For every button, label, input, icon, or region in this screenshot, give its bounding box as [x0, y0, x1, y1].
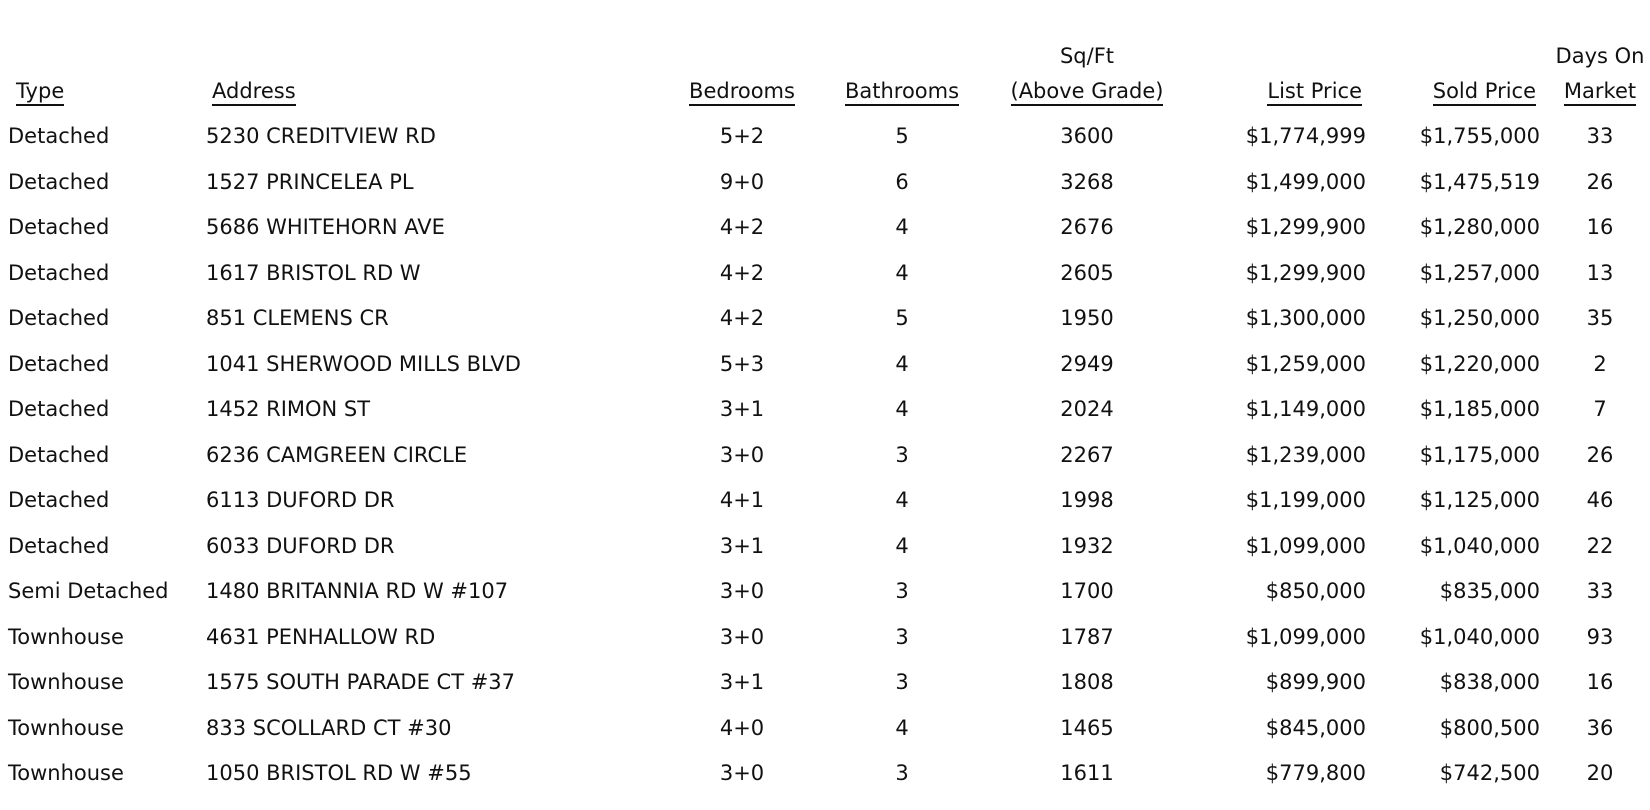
table-row	[8, 251, 1650, 297]
cell-bathrooms: 4	[895, 215, 909, 239]
cell-bedrooms: 3+1	[719, 533, 765, 558]
table-row	[8, 342, 1650, 388]
cell-type: Detached	[8, 488, 110, 512]
cell-type: Townhouse	[8, 624, 124, 649]
cell-days-on-market: 2	[1593, 351, 1607, 376]
cell-address: 1575 SOUTH PARADE CT #37	[206, 670, 516, 694]
cell-bathrooms: 4	[895, 488, 909, 512]
cell-sqft: 2024	[1060, 397, 1114, 421]
cell-days-on-market: 26	[1586, 169, 1614, 194]
cell-bathrooms: 3	[895, 442, 909, 467]
column-header-sold-price-label: Sold Price	[1433, 79, 1536, 107]
cell-bathrooms: 3	[895, 579, 909, 603]
cell-list-price: $1,099,000	[1245, 624, 1366, 649]
cell-list-price: $1,199,000	[1245, 488, 1366, 512]
cell-sold-price: $1,257,000	[1419, 260, 1540, 285]
cell-address: 1041 SHERWOOD MILLS BLVD	[206, 351, 521, 376]
cell-list-price: $1,149,000	[1245, 397, 1366, 421]
cell-bedrooms: 3+1	[719, 670, 765, 694]
cell-list-price: $779,800	[1265, 761, 1366, 785]
cell-bedrooms: 4+1	[719, 488, 765, 512]
cell-bathrooms: 3	[895, 761, 909, 785]
cell-sqft: 1998	[1060, 488, 1114, 512]
cell-address: 1480 BRITANNIA RD W #107	[206, 579, 509, 603]
cell-type: Townhouse	[8, 761, 124, 785]
table-row	[8, 478, 1650, 524]
cell-type: Townhouse	[8, 670, 124, 694]
cell-list-price: $1,300,000	[1245, 306, 1366, 330]
cell-sold-price: $1,755,000	[1419, 124, 1540, 148]
table-header-row	[8, 6, 1650, 114]
cell-address: 1617 BRISTOL RD W	[206, 260, 421, 285]
cell-address: 5230 CREDITVIEW RD	[206, 124, 436, 148]
cell-bathrooms: 4	[895, 260, 909, 285]
column-header-bathrooms	[822, 6, 982, 114]
cell-sqft: 1611	[1060, 761, 1114, 785]
table-row	[8, 296, 1650, 342]
column-header-sqft	[982, 6, 1192, 114]
table-row	[8, 205, 1650, 251]
cell-days-on-market: 33	[1586, 579, 1614, 603]
cell-address: 1452 RIMON ST	[206, 397, 371, 421]
cell-list-price: $1,774,999	[1245, 124, 1366, 148]
column-header-days-on-market-top: Days On	[1555, 43, 1645, 68]
cell-list-price: $1,299,900	[1245, 215, 1366, 239]
cell-sold-price: $1,040,000	[1419, 624, 1540, 649]
property-listings-table	[8, 6, 1650, 797]
table-row	[8, 114, 1650, 160]
cell-sqft: 1465	[1060, 715, 1114, 740]
column-header-list-price-label: List Price	[1267, 79, 1362, 107]
cell-bedrooms: 4+0	[719, 715, 765, 740]
cell-days-on-market: 16	[1586, 670, 1614, 694]
cell-type: Townhouse	[8, 715, 124, 740]
table-row	[8, 569, 1650, 615]
cell-type: Detached	[8, 306, 110, 330]
table-row	[8, 615, 1650, 661]
column-header-type-label: Type	[16, 79, 64, 107]
cell-sold-price: $838,000	[1439, 670, 1540, 694]
cell-sqft: 2605	[1060, 260, 1114, 285]
cell-sqft: 3268	[1060, 169, 1114, 194]
cell-bedrooms: 5+3	[719, 351, 765, 376]
cell-type: Detached	[8, 351, 110, 376]
cell-days-on-market: 13	[1586, 260, 1614, 285]
column-header-type	[8, 6, 206, 114]
table-row	[8, 660, 1650, 706]
table-row	[8, 433, 1650, 479]
cell-bedrooms: 3+0	[719, 579, 765, 603]
cell-type: Detached	[8, 124, 110, 148]
cell-sold-price: $1,280,000	[1419, 215, 1540, 239]
cell-sold-price: $835,000	[1439, 579, 1540, 603]
table-row	[8, 751, 1650, 797]
cell-sold-price: $1,125,000	[1419, 488, 1540, 512]
cell-type: Detached	[8, 533, 110, 558]
cell-bathrooms: 4	[895, 397, 909, 421]
cell-bathrooms: 3	[895, 670, 909, 694]
cell-sqft: 2676	[1060, 215, 1114, 239]
column-header-bedrooms	[662, 6, 822, 114]
cell-address: 6033 DUFORD DR	[206, 533, 395, 558]
cell-address: 1050 BRISTOL RD W #55	[206, 761, 472, 785]
cell-bedrooms: 3+1	[719, 397, 765, 421]
cell-sold-price: $1,250,000	[1419, 306, 1540, 330]
table-header	[8, 6, 1650, 114]
cell-days-on-market: 16	[1586, 215, 1614, 239]
cell-days-on-market: 35	[1586, 306, 1614, 330]
column-header-days-on-market	[1540, 6, 1650, 114]
column-header-days-on-market-label: Market	[1564, 79, 1636, 107]
cell-bathrooms: 4	[895, 351, 909, 376]
cell-bathrooms: 5	[895, 124, 909, 148]
cell-sqft: 1808	[1060, 670, 1114, 694]
column-header-bathrooms-label: Bathrooms	[845, 79, 959, 107]
cell-sold-price: $1,220,000	[1419, 351, 1540, 376]
cell-sqft: 3600	[1060, 124, 1114, 148]
cell-type: Detached	[8, 442, 110, 467]
cell-days-on-market: 93	[1586, 624, 1614, 649]
cell-days-on-market: 20	[1586, 761, 1614, 785]
cell-sold-price: $800,500	[1439, 715, 1540, 740]
cell-type: Detached	[8, 169, 110, 194]
cell-address: 851 CLEMENS CR	[206, 306, 389, 330]
cell-address: 5686 WHITEHORN AVE	[206, 215, 445, 239]
cell-days-on-market: 7	[1593, 397, 1607, 421]
cell-list-price: $1,299,900	[1245, 260, 1366, 285]
cell-sqft: 2949	[1060, 351, 1114, 376]
cell-type: Detached	[8, 397, 110, 421]
cell-sqft: 1950	[1060, 306, 1114, 330]
cell-days-on-market: 22	[1586, 533, 1614, 558]
cell-sqft: 1700	[1060, 579, 1114, 603]
cell-days-on-market: 33	[1586, 124, 1614, 148]
cell-bathrooms: 4	[895, 715, 909, 740]
cell-address: 1527 PRINCELEA PL	[206, 169, 414, 194]
cell-bathrooms: 6	[895, 169, 909, 194]
cell-address: 6113 DUFORD DR	[206, 488, 395, 512]
cell-bedrooms: 5+2	[719, 124, 765, 148]
column-header-bedrooms-label: Bedrooms	[689, 79, 795, 107]
cell-bedrooms: 4+2	[719, 215, 765, 239]
cell-sold-price: $1,185,000	[1419, 397, 1540, 421]
cell-sqft: 1932	[1060, 533, 1114, 558]
table-row	[8, 524, 1650, 570]
cell-list-price: $1,259,000	[1245, 351, 1366, 376]
cell-days-on-market: 26	[1586, 442, 1614, 467]
cell-bedrooms: 3+0	[719, 761, 765, 785]
table-row	[8, 706, 1650, 752]
cell-sold-price: $742,500	[1439, 761, 1540, 785]
cell-sqft: 1787	[1060, 624, 1114, 649]
cell-days-on-market: 36	[1586, 715, 1614, 740]
column-header-list-price	[1192, 6, 1366, 114]
cell-address: 833 SCOLLARD CT #30	[206, 715, 452, 740]
cell-type: Detached	[8, 215, 110, 239]
cell-bedrooms: 4+2	[719, 260, 765, 285]
cell-bedrooms: 3+0	[719, 442, 765, 467]
cell-list-price: $1,239,000	[1245, 442, 1366, 467]
cell-list-price: $899,900	[1265, 670, 1366, 694]
column-header-address	[206, 6, 662, 114]
table-row	[8, 160, 1650, 206]
cell-bedrooms: 3+0	[719, 624, 765, 649]
cell-bathrooms: 3	[895, 624, 909, 649]
cell-list-price: $1,499,000	[1245, 169, 1366, 194]
cell-bedrooms: 4+2	[719, 306, 765, 330]
cell-address: 4631 PENHALLOW RD	[206, 624, 436, 649]
column-header-sqft-top: Sq/Ft	[1059, 43, 1115, 68]
column-header-address-label: Address	[212, 79, 296, 107]
cell-type: Detached	[8, 260, 110, 285]
cell-sqft: 2267	[1060, 442, 1114, 467]
cell-type: Semi Detached	[8, 579, 169, 603]
cell-list-price: $1,099,000	[1245, 533, 1366, 558]
table-body	[8, 114, 1650, 797]
cell-bedrooms: 9+0	[719, 169, 765, 194]
cell-bathrooms: 5	[895, 306, 909, 330]
column-header-sqft-label: (Above Grade)	[1011, 79, 1164, 107]
cell-list-price: $850,000	[1265, 579, 1366, 603]
cell-days-on-market: 46	[1586, 488, 1614, 512]
cell-sold-price: $1,175,000	[1419, 442, 1540, 467]
cell-sold-price: $1,475,519	[1419, 169, 1540, 194]
cell-bathrooms: 4	[895, 533, 909, 558]
cell-sold-price: $1,040,000	[1419, 533, 1540, 558]
table-row	[8, 387, 1650, 433]
cell-list-price: $845,000	[1265, 715, 1366, 740]
cell-address: 6236 CAMGREEN CIRCLE	[206, 442, 468, 467]
column-header-sold-price	[1366, 6, 1540, 114]
